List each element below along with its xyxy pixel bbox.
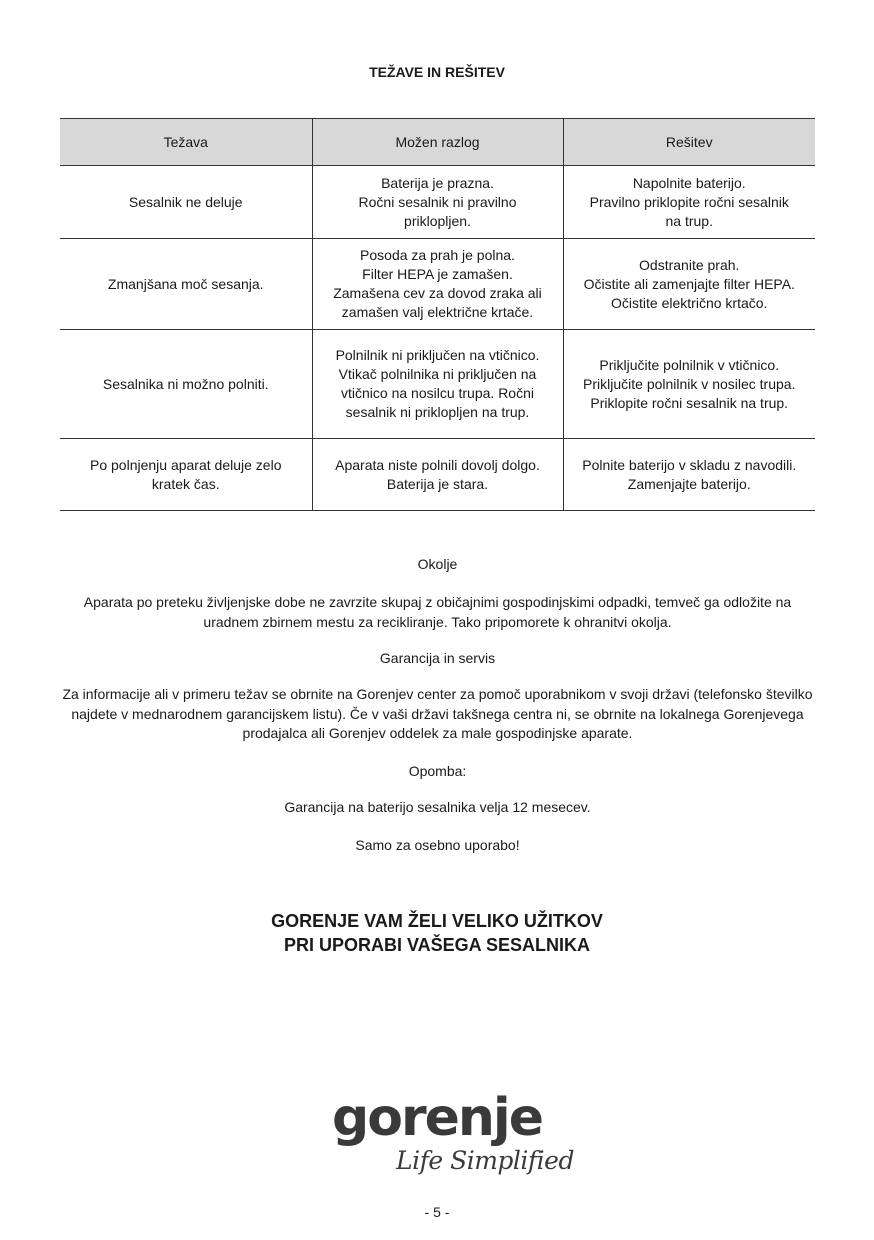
cell-line: kratek čas. [151, 475, 220, 492]
problem-cell [60, 439, 312, 511]
cell-line: Polnite baterijo v skladu z navodili. [582, 456, 797, 473]
cell-line: Polnilnik ni priključen na vtičnico. [335, 347, 540, 363]
cell-line: Posoda za prah je polna. [360, 247, 515, 263]
cell-line: sesalnik ni priklopljen na trup. [345, 404, 530, 420]
solution-cell [563, 439, 815, 511]
closing-message [0, 909, 874, 957]
table-row [60, 330, 815, 439]
cause-cell [312, 330, 563, 439]
cell-line: Aparata niste polnili dovolj dolgo. [335, 456, 540, 473]
table-row [60, 166, 815, 239]
gorenje-logo [300, 1088, 580, 1188]
logo-brand: gorenje [332, 1088, 542, 1148]
cell-line: vtičnico na nosilcu trupa. Ročni [341, 385, 534, 401]
header-cause: Možen razlog [312, 119, 563, 166]
cell-line: Sesalnika ni možno polniti. [102, 375, 269, 392]
solution-cell [563, 166, 815, 239]
cell-line: Pravilno priklopite ročni sesalnik [589, 193, 789, 210]
cell-line: zamašen valj električne krtače. [341, 304, 534, 320]
cell-line: Priključite polnilnik v vtičnico. [599, 356, 780, 373]
cell-line: Filter HEPA je zamašen. [362, 266, 513, 282]
personal-use-note: Samo za osebno uporabo! [355, 837, 520, 853]
environment-heading: Okolje [417, 556, 458, 572]
cell-line: Po polnjenju aparat deluje zelo [90, 456, 282, 473]
cell-line: Odstranite prah. [639, 256, 740, 273]
cell-line: Napolnite baterijo. [632, 174, 746, 191]
page-title: TEŽAVE IN REŠITEV [369, 64, 505, 80]
troubleshooting-table [60, 118, 815, 511]
closing-line-1: GORENJE VAM ŽELI VELIKO UŽITKOV [271, 911, 603, 931]
problem-cell [60, 330, 312, 439]
cause-cell [312, 166, 563, 239]
cause-cell [312, 439, 563, 511]
cell-line: Vtikač polnilnika ni priključen na [338, 366, 537, 382]
cell-line: Očistite električno krtačo. [611, 294, 768, 311]
warranty-text: Za informacije ali v primeru težav se obrnite na Gorenjev center za pomoč uporabnikom v svoji državi (telefonsko številko najdete v mednarodnem garancijskem listu). Če v vaši državi takšnega centra ni, se obrnite na lokalnega Gorenjevega prodajalca ali Gorenjev oddelek za male gospodinjske aparate. [62, 686, 813, 741]
cell-line: Sesalnik ne deluje [128, 193, 243, 210]
header-problem: Težava [60, 119, 312, 166]
problem-cell [60, 166, 312, 239]
environment-text: Aparata po preteku življenjske dobe ne zavrzite skupaj z običajnimi gospodinjskimi odpadki, temveč ga odložite na uradnem zbirnem mestu za recikliranje. Tako pripomorete k ohranitvi okolja. [83, 594, 792, 630]
note-heading: Opomba: [408, 763, 467, 779]
cause-cell [312, 239, 563, 330]
solution-cell [563, 330, 815, 439]
warranty-heading: Garancija in servis [379, 650, 496, 666]
problem-cell [60, 239, 312, 330]
cell-line: Očistite ali zamenjajte filter HEPA. [583, 275, 795, 292]
cell-line: Priklopite ročni sesalnik na trup. [590, 394, 789, 411]
cell-line: na trup. [665, 212, 713, 229]
cell-line: Ročni sesalnik ni pravilno [358, 193, 517, 210]
closing-line-2: PRI UPORABI VAŠEGA SESALNIKA [283, 935, 591, 955]
header-solution: Rešitev [563, 119, 815, 166]
table-header-row [60, 119, 815, 166]
cell-line: Baterija je stara. [386, 475, 489, 492]
cell-line: Zmanjšana moč sesanja. [107, 275, 264, 292]
warranty-battery-note: Garancija na baterijo sesalnika velja 12 mesecev. [284, 799, 591, 815]
cell-line: Zamašena cev za dovod zraka ali [333, 285, 542, 301]
cell-line: Zamenjajte baterijo. [627, 475, 751, 492]
cell-line: Baterija je prazna. [381, 174, 494, 191]
page-number: - 5 - [424, 1204, 450, 1220]
cell-line: Priključite polnilnik v nosilec trupa. [583, 375, 796, 392]
cell-line: priklopljen. [404, 212, 471, 229]
logo-tagline: Life Simplified [396, 1146, 574, 1175]
solution-cell [563, 239, 815, 330]
table-row [60, 439, 815, 511]
table-row [60, 239, 815, 330]
